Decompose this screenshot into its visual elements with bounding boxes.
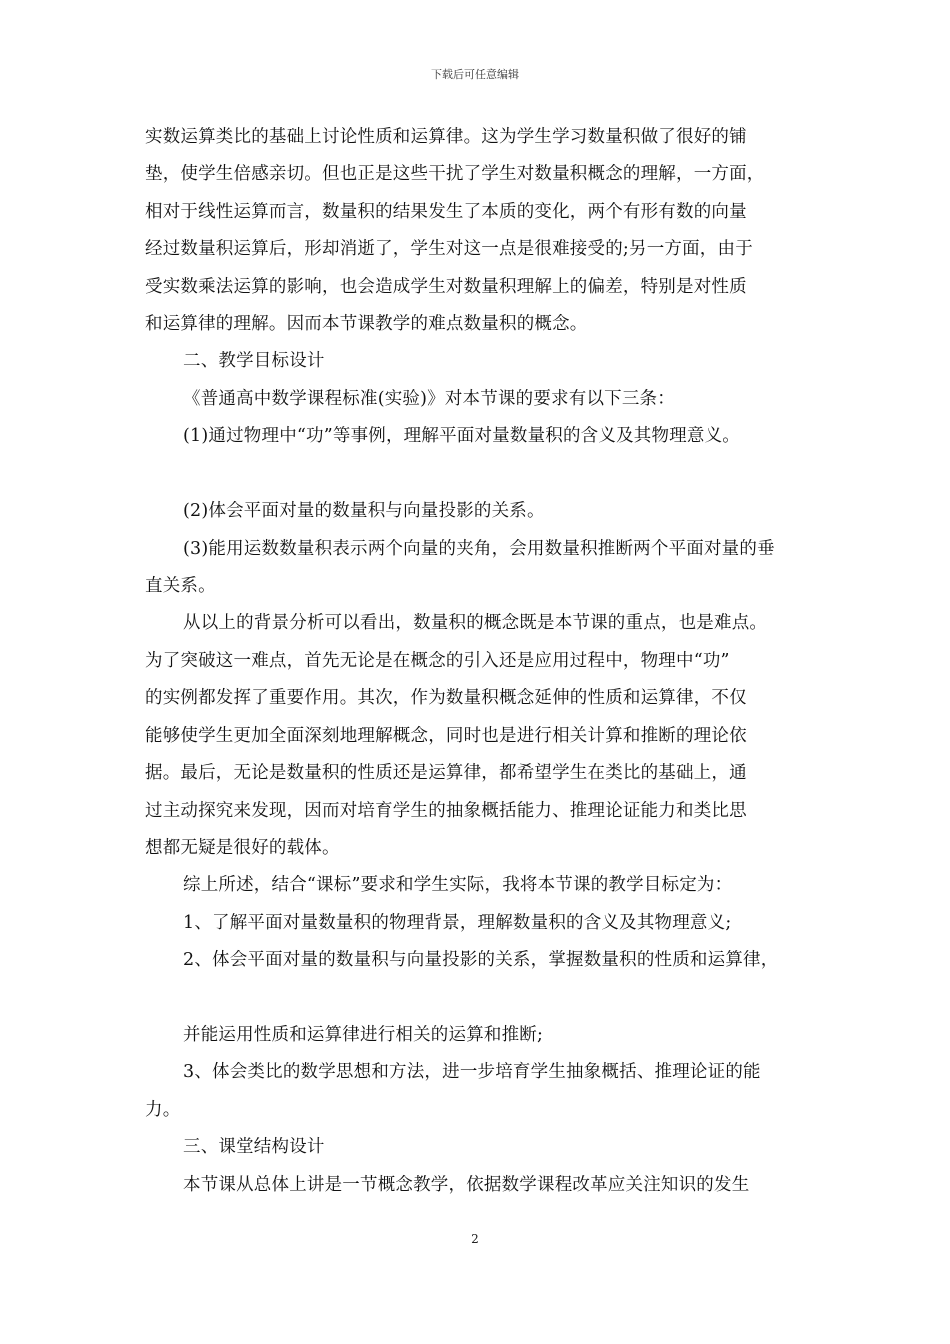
body-line: 实数运算类比的基础上讨论性质和运算律。这为学生学习数量积做了很好的铺	[145, 127, 747, 147]
list-item: 1、了解平面对量数量积的物理背景，理解数量积的含义及其物理意义;	[183, 913, 732, 933]
body-line: 《普通高中数学课程标准(实验)》对本节课的要求有以下三条：	[183, 389, 675, 409]
body-line: 从以上的背景分析可以看出，数量积的概念既是本节课的重点，也是难点。	[183, 613, 768, 633]
body-line: 想都无疑是很好的载体。	[145, 838, 340, 858]
list-item: (2)体会平面对量的数量积与向量投影的关系。	[183, 501, 545, 521]
section-heading: 三、课堂结构设计	[183, 1137, 325, 1157]
body-line: 和运算律的理解。因而本节课教学的难点数量积的概念。	[145, 314, 588, 334]
body-line: 能够使学生更加全面深刻地理解概念，同时也是进行相关计算和推断的理论依	[145, 726, 747, 746]
body-line: 为了突破这一难点，首先无论是在概念的引入还是应用过程中，物理中“功”	[145, 651, 730, 671]
section-heading: 二、教学目标设计	[183, 351, 325, 371]
list-item: 2、体会平面对量的数量积与向量投影的关系，掌握数量积的性质和运算律，	[183, 950, 779, 970]
body-line: 的实例都发挥了重要作用。其次，作为数量积概念延伸的性质和运算律，不仅	[145, 688, 747, 708]
page-header: 下载后可任意编辑	[431, 68, 519, 81]
body-line: 力。	[145, 1100, 181, 1120]
body-line: 受实数乘法运算的影响，也会造成学生对数量积理解上的偏差，特别是对性质	[145, 277, 747, 297]
body-line: 直关系。	[145, 576, 216, 596]
list-item: (1)通过物理中“功”等事例，理解平面对量数量积的含义及其物理意义。	[183, 426, 740, 446]
body-line: 本节课从总体上讲是一节概念教学，依据数学课程改革应关注知识的发生	[183, 1175, 750, 1195]
body-line: 经过数量积运算后，形却消逝了，学生对这一点是很难接受的;另一方面，由于	[145, 239, 753, 259]
body-line: 相对于线性运算而言，数量积的结果发生了本质的变化，两个有形有数的向量	[145, 202, 747, 222]
list-item: (3)能用运数数量积表示两个向量的夹角，会用数量积推断两个平面对量的垂	[183, 539, 775, 559]
body-line: 垫，使学生倍感亲切。但也正是这些干扰了学生对数量积概念的理解，一方面，	[145, 164, 765, 184]
body-line: 并能运用性质和运算律进行相关的运算和推断;	[183, 1025, 544, 1045]
list-item: 3、体会类比的数学思想和方法，进一步培育学生抽象概括、推理论证的能	[183, 1062, 761, 1082]
body-line: 综上所述，结合“课标”要求和学生实际，我将本节课的教学目标定为：	[183, 875, 733, 895]
body-line: 据。最后，无论是数量积的性质还是运算律，都希望学生在类比的基础上，通	[145, 763, 747, 783]
body-line: 过主动探究来发现，因而对培育学生的抽象概括能力、推理论证能力和类比思	[145, 801, 747, 821]
page-number: 2	[471, 1232, 479, 1246]
